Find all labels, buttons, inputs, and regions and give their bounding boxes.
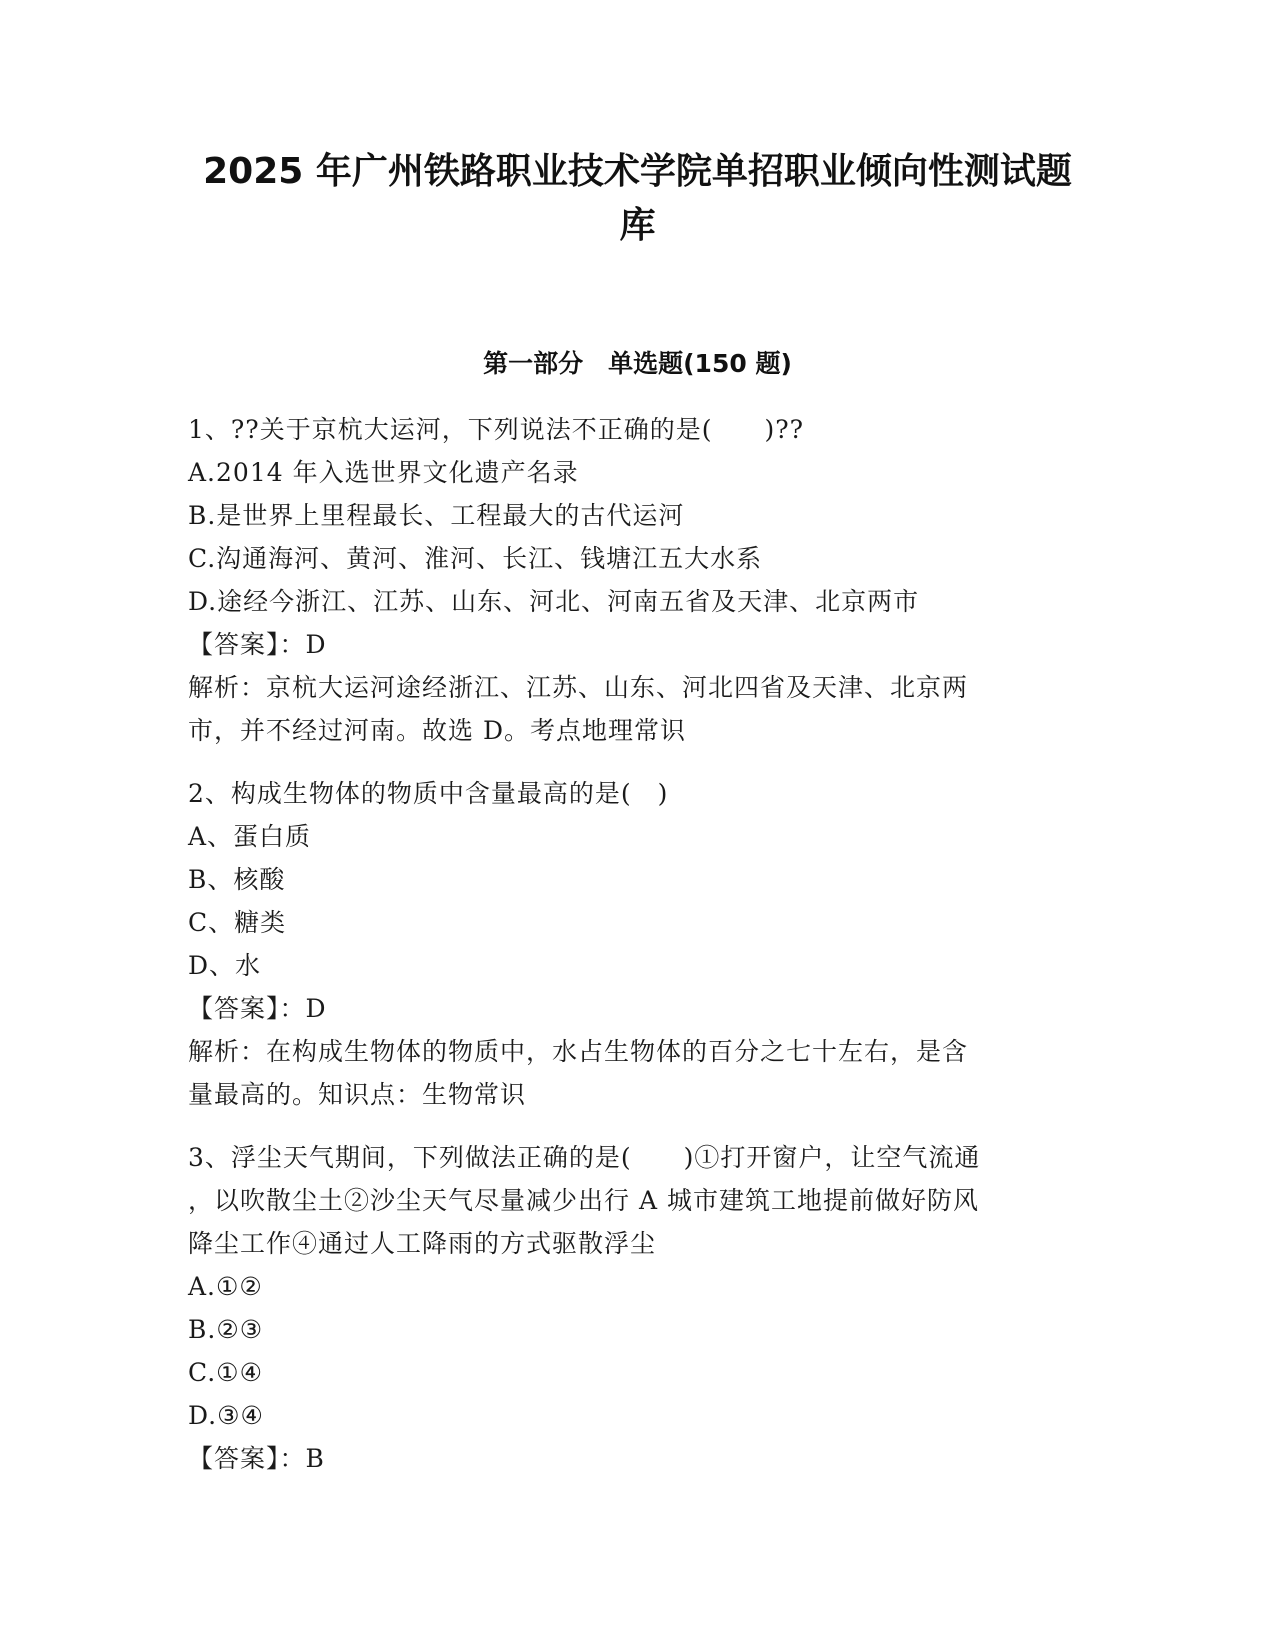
option-d: D.③④ xyxy=(188,1401,264,1430)
analysis-line-2: 市，并不经过河南。故选 D。考点地理常识 xyxy=(188,716,686,745)
answer-label: 【答案】：B xyxy=(188,1444,325,1473)
analysis-line-2: 量最高的。知识点：生物常识 xyxy=(188,1080,527,1109)
question-stem-line-1: 3、浮尘天气期间，下列做法正确的是( )①打开窗户，让空气流通 xyxy=(188,1143,981,1172)
question-stem: 2、构成生物体的物质中含量最高的是( ) xyxy=(188,779,669,808)
analysis-line-1: 解析：在构成生物体的物质中，水占生物体的百分之七十左右，是含 xyxy=(188,1037,969,1066)
analysis-line-1: 解析：京杭大运河途经浙江、江苏、山东、河北四省及天津、北京两 xyxy=(188,673,969,702)
question-stem: 1、??关于京杭大运河，下列说法不正确的是( )?? xyxy=(188,415,805,444)
option-c: C.沟通海河、黄河、淮河、长江、钱塘江五大水系 xyxy=(188,544,763,573)
option-c: C、糖类 xyxy=(188,908,287,937)
option-c: C.①④ xyxy=(188,1358,264,1387)
document-title-line-2: 库 xyxy=(619,205,656,246)
document-title-line-1: 2025 年广州铁路职业技术学院单招职业倾向性测试题 xyxy=(203,151,1072,192)
question-stem-line-2: ，以吹散尘土②沙尘天气尽量减少出行 A 城市建筑工地提前做好防风 xyxy=(188,1186,979,1215)
answer-label: 【答案】：D xyxy=(188,994,327,1023)
section-title: 第一部分 单选题(150 题) xyxy=(483,349,792,378)
option-b: B、核酸 xyxy=(188,865,286,894)
option-b: B.是世界上里程最长、工程最大的古代运河 xyxy=(188,501,685,530)
question-3 xyxy=(188,1136,1068,1480)
option-a: A.①② xyxy=(188,1272,263,1301)
answer-label: 【答案】：D xyxy=(188,630,327,659)
document-title xyxy=(180,145,1095,253)
option-d: D.途经今浙江、江苏、山东、河北、河南五省及天津、北京两市 xyxy=(188,587,920,616)
option-b: B.②③ xyxy=(188,1315,264,1344)
option-d: D、水 xyxy=(188,951,262,980)
question-2 xyxy=(188,772,1068,1116)
question-1 xyxy=(188,408,1068,752)
option-a: A.2014 年入选世界文化遗产名录 xyxy=(188,458,579,487)
option-a: A、蛋白质 xyxy=(188,822,312,851)
question-stem-line-3: 降尘工作④通过人工降雨的方式驱散浮尘 xyxy=(188,1229,657,1258)
question-list xyxy=(188,408,1068,1500)
